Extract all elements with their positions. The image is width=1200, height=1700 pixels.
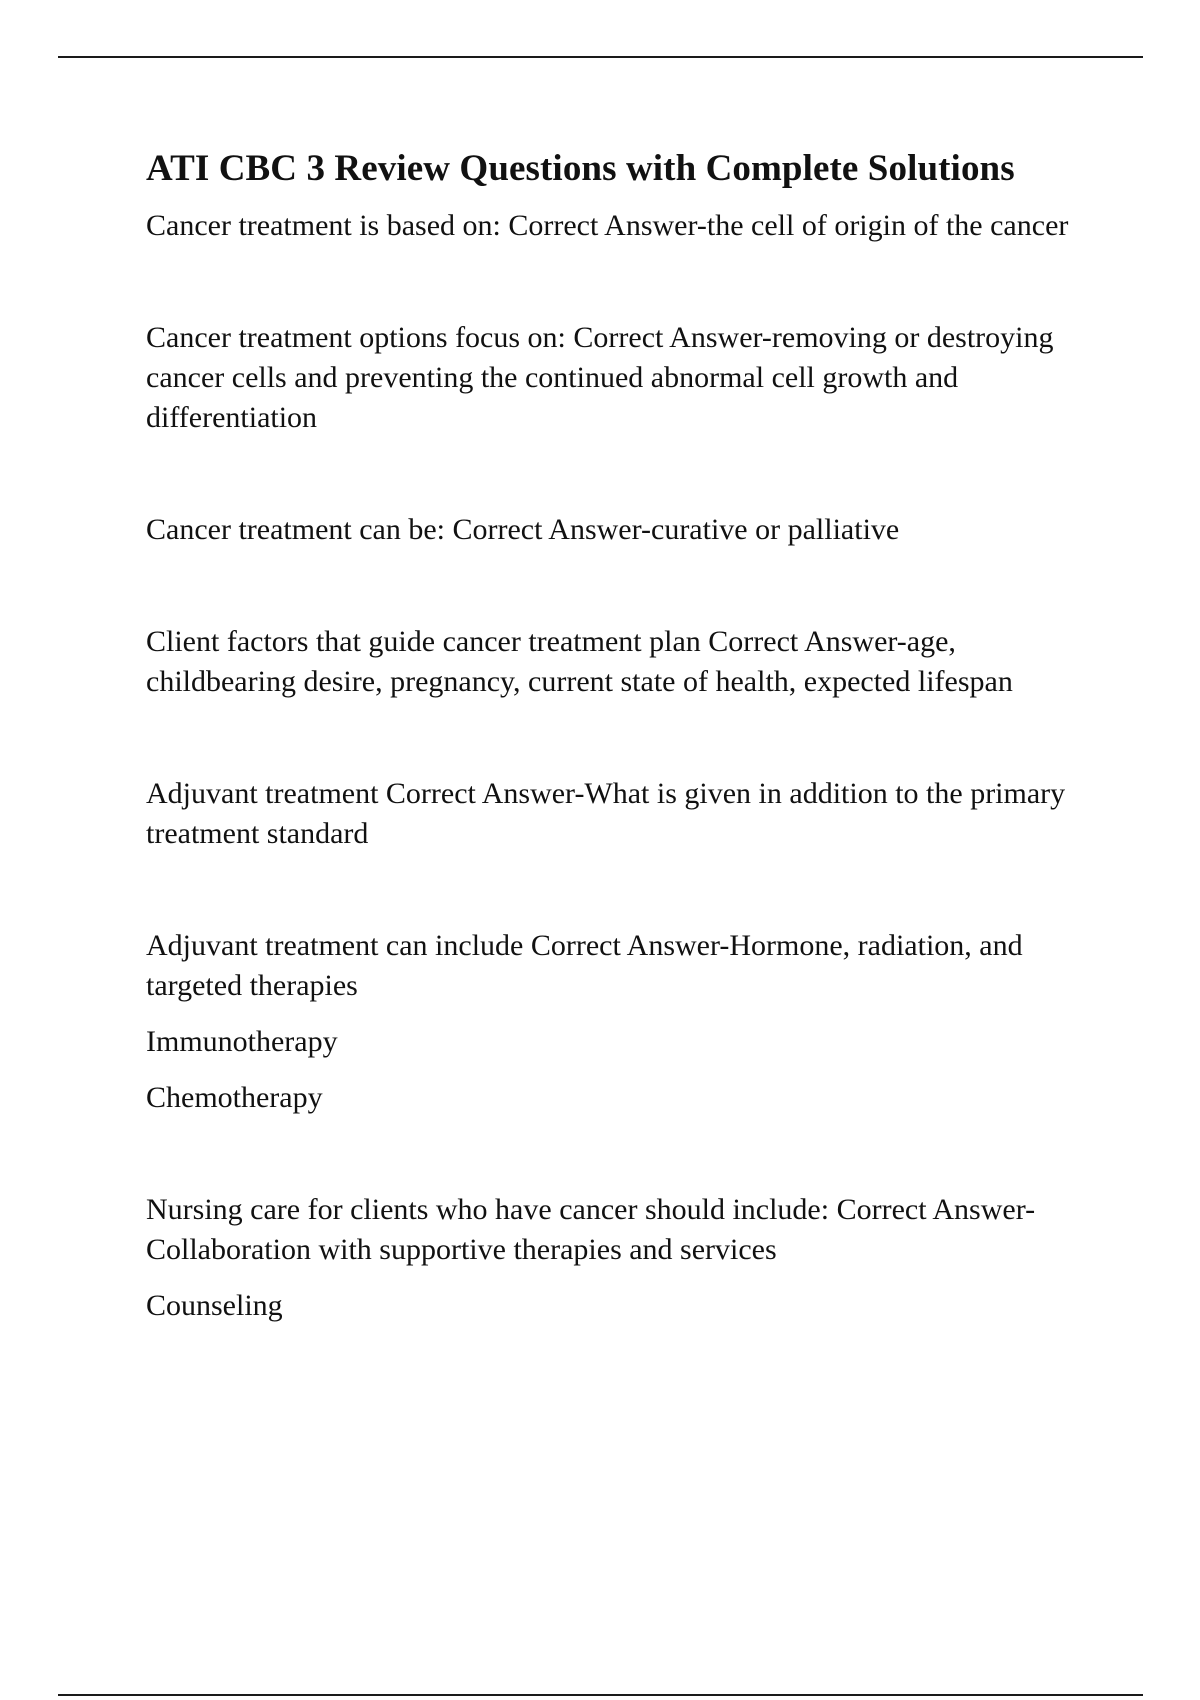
qa-item: Adjuvant treatment Correct Answer-What is given in addition to the primary treatment standard (146, 777, 1066, 850)
document-body (146, 144, 1106, 1326)
qa-item: Cancer treatment options focus on: Correct Answer-removing or destroying cancer cells and preventing the continued abnormal cell growth and differentiation (146, 321, 1054, 434)
qa-item: Client factors that guide cancer treatment plan Correct Answer-age, childbearing desire, pregnancy, current state of health, expected lifespan (146, 625, 1013, 698)
document-title: ATI CBC 3 Review Questions with Complete Solutions (146, 148, 1015, 189)
answer-continuation: Chemotherapy (146, 1081, 323, 1114)
qa-item: Cancer treatment can be: Correct Answer-curative or palliative (146, 513, 900, 546)
qa-item: Adjuvant treatment can include Correct Answer-Hormone, radiation, and targeted therapies (146, 929, 1023, 1002)
qa-item: Nursing care for clients who have cancer should include: Correct Answer-Collaboration with supportive therapies and services (146, 1193, 1036, 1266)
answer-continuation: Counseling (146, 1289, 283, 1322)
qa-item: Cancer treatment is based on: Correct Answer-the cell of origin of the cancer (146, 209, 1069, 242)
answer-continuation: Immunotherapy (146, 1025, 338, 1058)
footer-rule (58, 1694, 1143, 1696)
header-rule (58, 56, 1143, 58)
